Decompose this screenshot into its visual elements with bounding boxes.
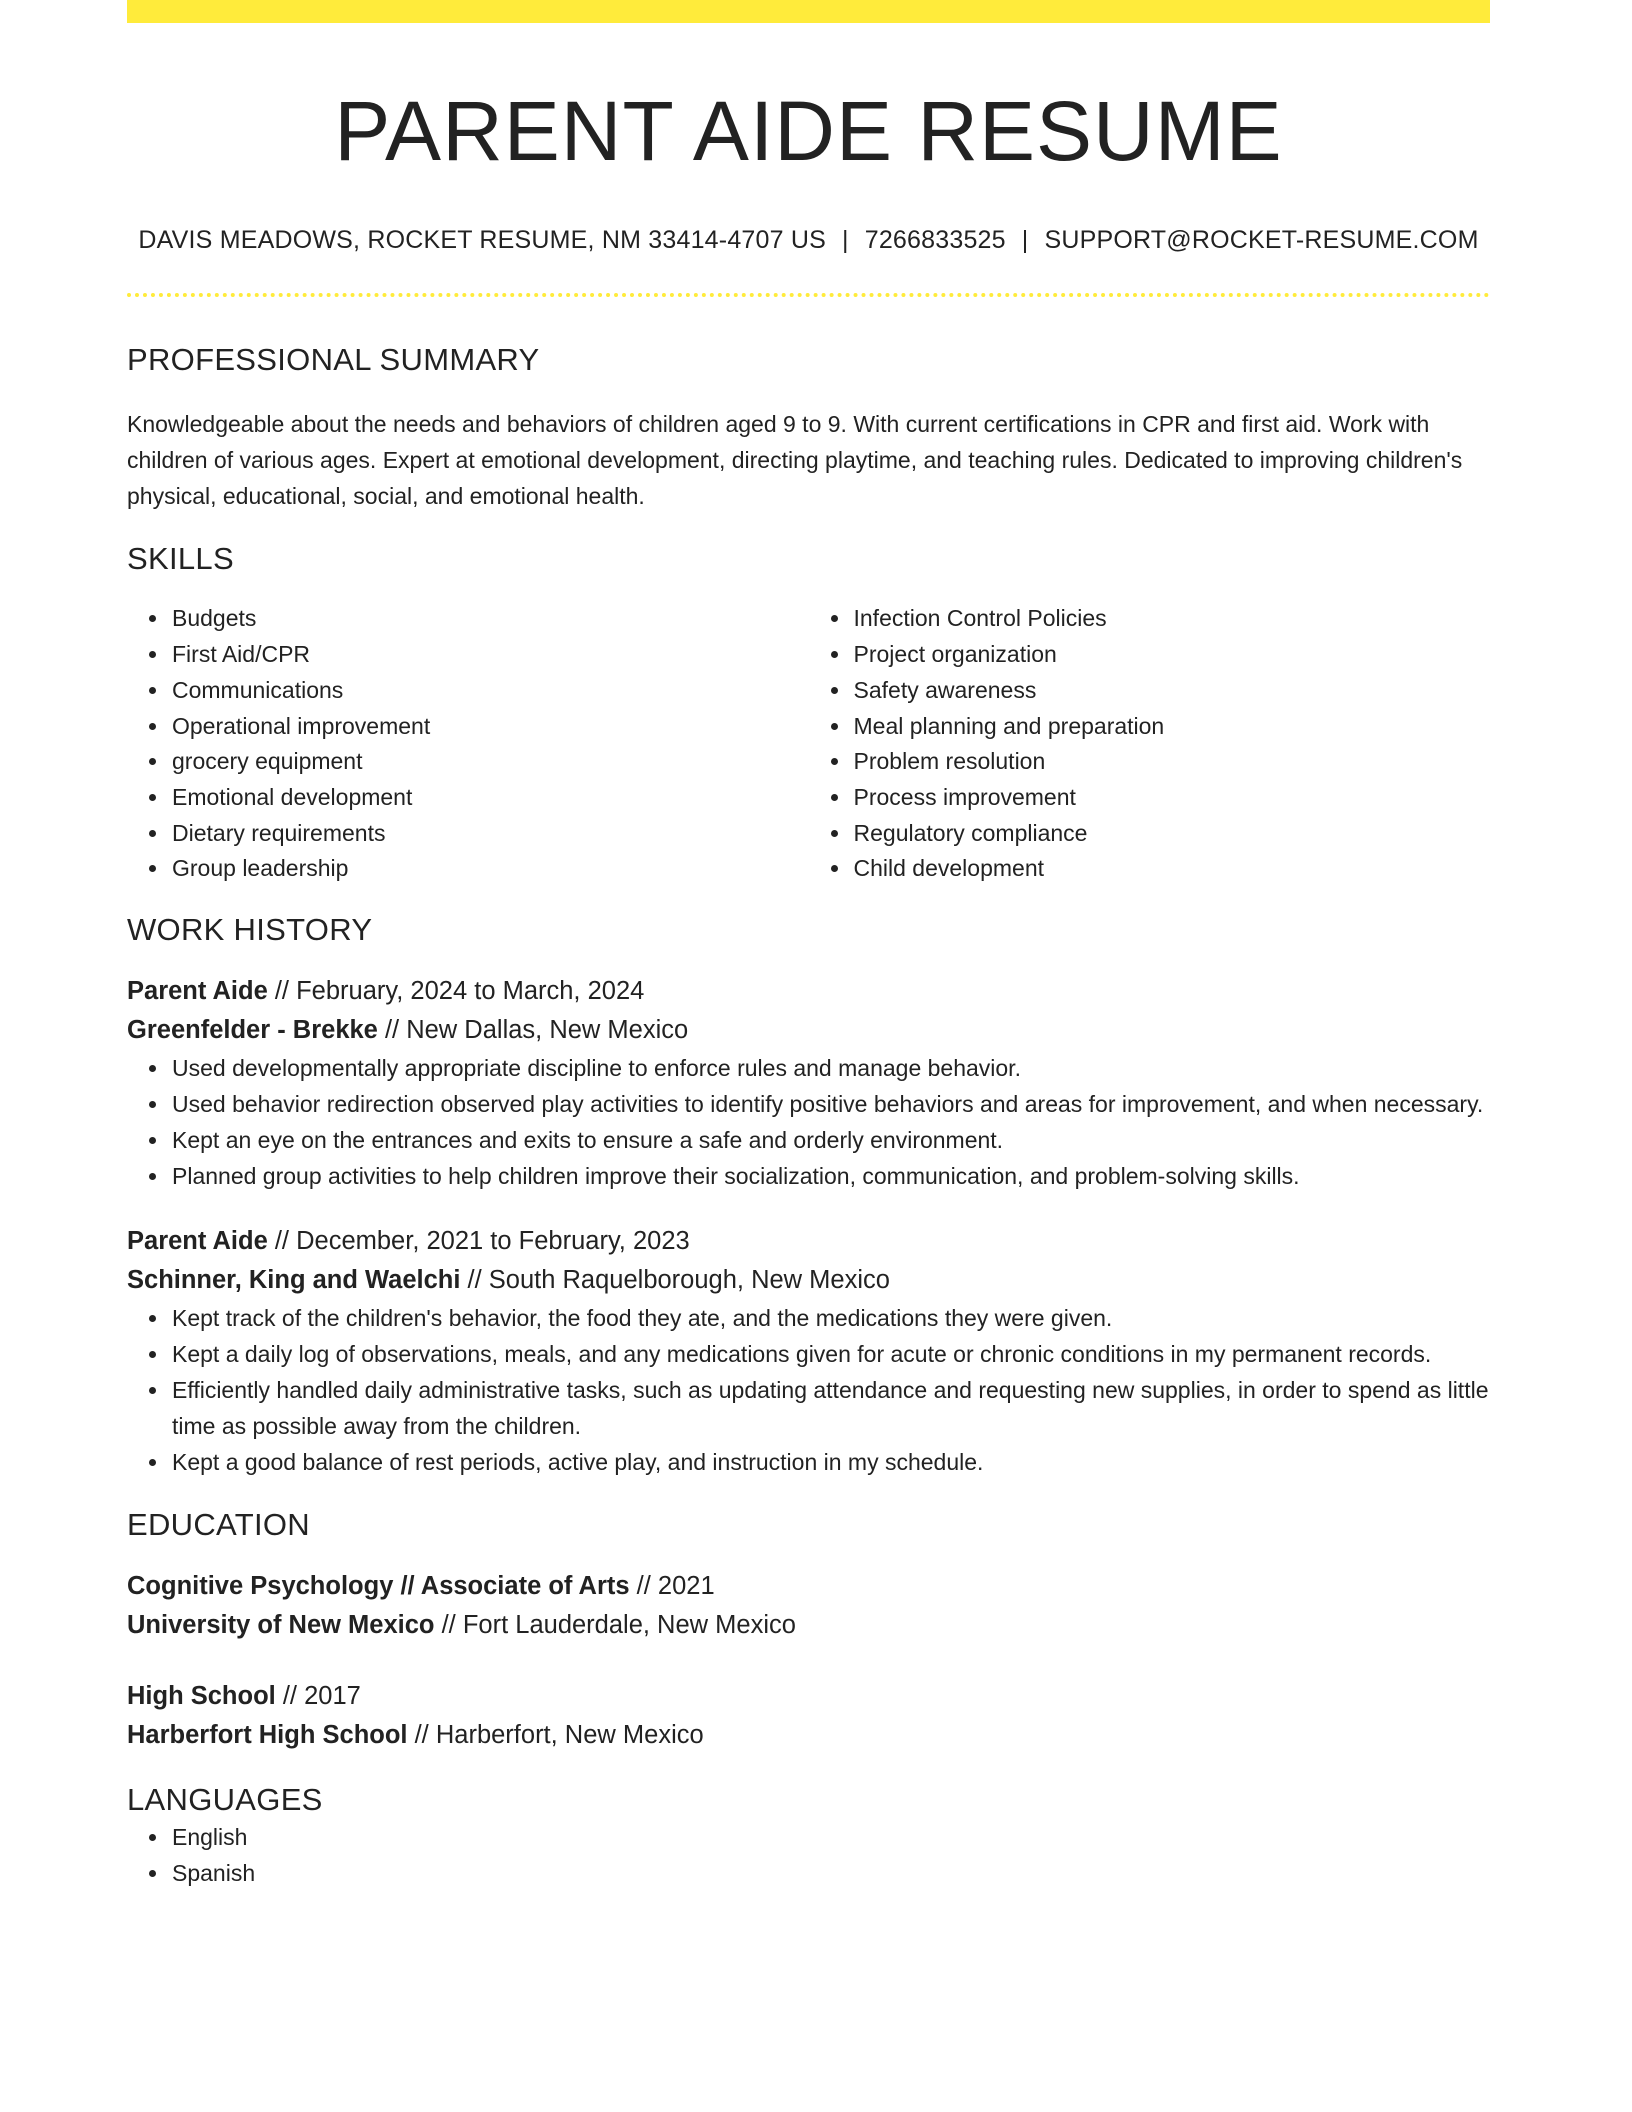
job-entry	[127, 972, 1490, 1194]
skill-item: • Project organization	[852, 637, 1491, 673]
job-bullet: • Planned group activities to help children improve their socialization, communication, and problem-solving skills.	[170, 1158, 1490, 1194]
skill-item: • Operational improvement	[170, 709, 809, 745]
section-heading-languages: LANGUAGES	[127, 1782, 323, 1818]
job-location: // New Dallas, New Mexico	[377, 1016, 689, 1045]
job-bullet: • Kept track of the children's behavior, the food they ate, and the medications they were given.	[170, 1300, 1490, 1336]
job-bullet: • Efficiently handled daily administrative tasks, such as updating attendance and requesting new supplies, in order to spend as little time as possible away from the children.	[170, 1372, 1490, 1444]
language-item: • Spanish	[170, 1855, 1490, 1891]
education-degree-line	[127, 1567, 1490, 1606]
job-bullet: • Used behavior redirection observed play activities to identify positive behaviors and areas for improvement, and when necessary.	[170, 1086, 1490, 1122]
education-entry	[127, 1567, 1490, 1645]
section-heading-work-history: WORK HISTORY	[127, 912, 373, 948]
skill-item: • Emotional development	[170, 780, 809, 816]
job-bullets	[127, 1050, 1490, 1194]
education-school-line	[127, 1606, 1490, 1645]
skill-item: • Problem resolution	[852, 744, 1491, 780]
job-bullet: • Kept an eye on the entrances and exits to ensure a safe and orderly environment.	[170, 1122, 1490, 1158]
job-title-line	[127, 972, 1490, 1011]
education-year: // 2021	[629, 1572, 715, 1601]
contact-separator: |	[842, 225, 849, 254]
education-location: // Harberfort, New Mexico	[407, 1721, 704, 1750]
skills-list-left	[127, 601, 809, 887]
education-year: // 2017	[275, 1682, 361, 1711]
education-degree-line	[127, 1677, 1490, 1716]
resume-title: PARENT AIDE RESUME	[334, 84, 1283, 178]
job-bullet: • Used developmentally appropriate discipline to enforce rules and manage behavior.	[170, 1050, 1490, 1086]
job-dates: // February, 2024 to March, 2024	[267, 977, 645, 1006]
contact-line	[127, 224, 1490, 257]
contact-phone: 7266833525	[864, 225, 1006, 254]
skill-item: • Meal planning and preparation	[852, 709, 1491, 745]
languages-list	[127, 1819, 1490, 1891]
job-location: // South Raquelborough, New Mexico	[460, 1266, 890, 1295]
section-heading-education: EDUCATION	[127, 1507, 310, 1543]
skill-item: • Dietary requirements	[170, 816, 809, 852]
job-title: Parent Aide	[127, 1227, 268, 1256]
skill-item: • Regulatory compliance	[852, 816, 1491, 852]
skill-item: • Safety awareness	[852, 673, 1491, 709]
job-company-line	[127, 1261, 1490, 1300]
skill-item: • Budgets	[170, 601, 809, 637]
skills-grid	[127, 601, 1490, 887]
skill-item: • grocery equipment	[170, 744, 809, 780]
contact-email: SUPPORT@ROCKET-RESUME.COM	[1044, 225, 1479, 254]
resume-page	[127, 0, 1490, 1891]
summary-text: Knowledgeable about the needs and behaviors of children aged 9 to 9. With current certifications in CPR and first aid. Work with children of various ages. Expert at emotional development, directing playtime, and teaching rules. Dedicated to improving children's physical, educational, social, and emotional health.	[127, 411, 1463, 510]
skill-item: • Process improvement	[852, 780, 1491, 816]
job-bullets	[127, 1300, 1490, 1480]
skill-item: • Group leadership	[170, 851, 809, 887]
skill-item: • Child development	[852, 851, 1491, 887]
job-dates: // December, 2021 to February, 2023	[267, 1227, 690, 1256]
education-degree: Cognitive Psychology // Associate of Arts	[127, 1572, 630, 1601]
education-degree: High School	[127, 1682, 276, 1711]
accent-bar	[127, 0, 1490, 23]
contact-address: DAVIS MEADOWS, ROCKET RESUME, NM 33414-4707 US	[138, 225, 827, 254]
skill-item: • Infection Control Policies	[852, 601, 1491, 637]
education-school: University of New Mexico	[127, 1611, 435, 1640]
job-entry	[127, 1222, 1490, 1480]
contact-separator: |	[1021, 225, 1029, 254]
skill-item: • First Aid/CPR	[170, 637, 809, 673]
education-school: Harberfort High School	[127, 1721, 408, 1750]
education-school-line	[127, 1716, 1490, 1755]
job-bullet: • Kept a good balance of rest periods, active play, and instruction in my schedule.	[170, 1444, 1490, 1480]
section-heading-summary: PROFESSIONAL SUMMARY	[127, 342, 540, 378]
job-company: Greenfelder - Brekke	[127, 1016, 378, 1045]
job-bullet: • Kept a daily log of observations, meals, and any medications given for acute or chronic conditions in my permanent records.	[170, 1336, 1490, 1372]
education-entry	[127, 1677, 1490, 1755]
job-title-line	[127, 1222, 1490, 1261]
job-company-line	[127, 1011, 1490, 1050]
skills-list-right	[809, 601, 1491, 887]
job-company: Schinner, King and Waelchi	[127, 1266, 461, 1295]
language-item: • English	[170, 1819, 1490, 1855]
skill-item: • Communications	[170, 673, 809, 709]
job-title: Parent Aide	[127, 977, 268, 1006]
section-heading-skills: SKILLS	[127, 541, 234, 577]
education-location: // Fort Lauderdale, New Mexico	[434, 1611, 796, 1640]
dotted-divider	[127, 293, 1490, 297]
